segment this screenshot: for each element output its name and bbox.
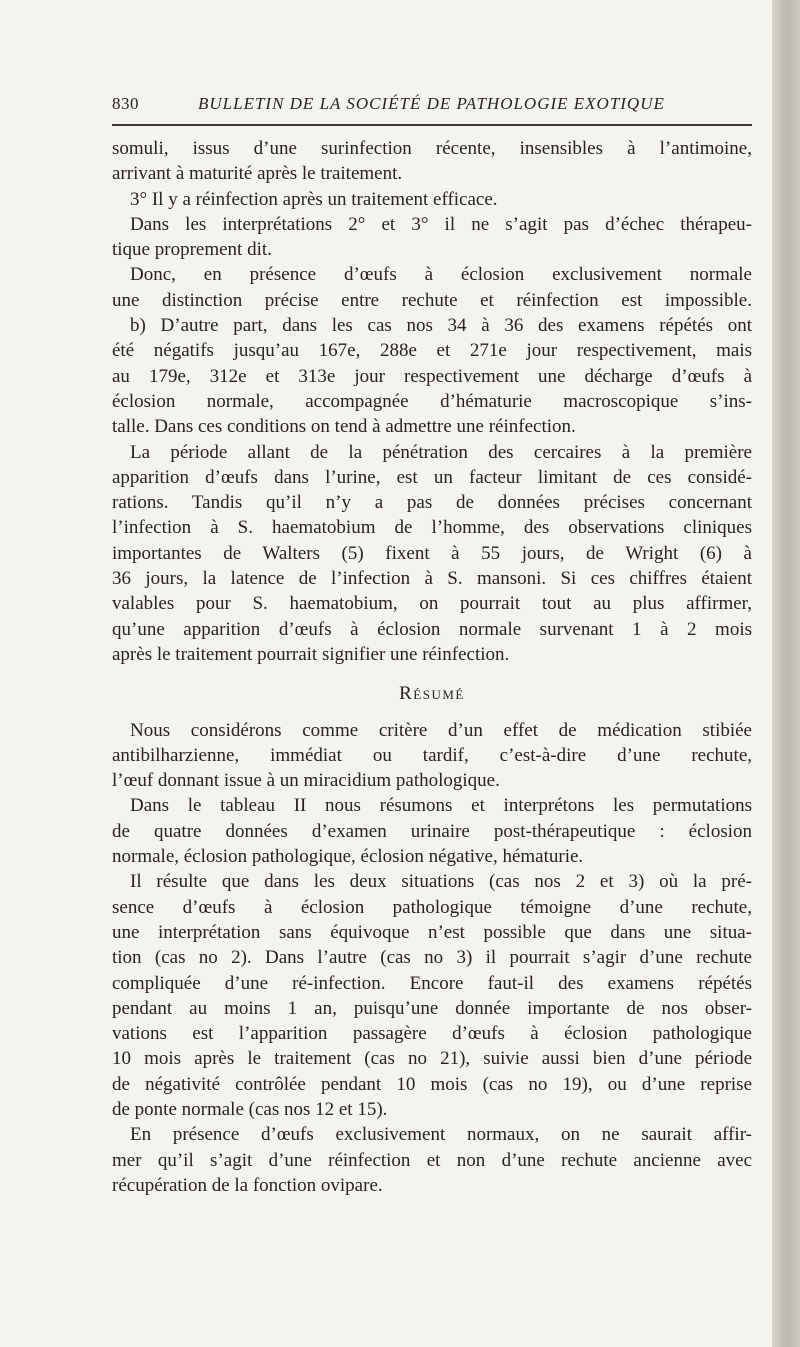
text-line: une distinction précise entre rechute et réinfection est impossible. [112, 289, 752, 311]
text-line: La période allant de la pénétration des cercaires à la première [130, 441, 752, 463]
text-line: Dans le tableau II nous résumons et interprétons les permutations [130, 795, 752, 817]
text-line: valables pour S. haematobium, on pourrait tout au plus affirmer, [112, 593, 752, 615]
text-line: vations est l’apparition passagère d’œufs à éclosion pathologique [112, 1023, 752, 1045]
text-line: talle. Dans ces conditions on tend à admettre une réinfection. [112, 416, 576, 438]
page-header [112, 94, 752, 124]
header-rule [112, 124, 752, 126]
article-body [112, 136, 752, 1198]
text-line: Nous considérons comme critère d’un effet de médication stibiée [130, 719, 752, 741]
text-line: de quatre données d’examen urinaire post-thérapeutique : éclosion [112, 820, 752, 842]
page-number: 830 [112, 94, 139, 113]
text-line: Il résulte que dans les deux situations (cas nos 2 et 3) où la pré- [130, 871, 752, 893]
text-line: pendant au moins 1 an, puisqu’une donnée importante de nos obser- [112, 997, 752, 1019]
text-line: antibilharzienne, immédiat ou tardif, c’est-à-dire d’une rechute, [112, 744, 752, 766]
text-line: mer qu’il s’agit d’une réinfection et non d’une rechute ancienne avec [112, 1149, 752, 1171]
text-line: une interprétation sans équivoque n’est possible que dans une situa- [112, 921, 752, 943]
text-line: compliquée d’une ré-infection. Encore faut-il des examens répétés [112, 972, 752, 994]
text-line: qu’une apparition d’œufs à éclosion normale survenant 1 à 2 mois [112, 618, 752, 640]
text-line: de négativité contrôlée pendant 10 mois (cas no 19), ou d’une reprise [112, 1073, 752, 1095]
text-line: l’infection à S. haematobium de l’homme, des observations cliniques [112, 517, 752, 539]
text-line: tion (cas no 2). Dans l’autre (cas no 3) il pourrait s’agir d’une rechute [112, 947, 752, 969]
text-line: somuli, issus d’une surinfection récente, insensibles à l’antimoine, [112, 138, 752, 159]
text-line: 36 jours, la latence de l’infection à S. mansoni. Si ces chiffres étaient [112, 568, 752, 590]
text-line: b) D’autre part, dans les cas nos 34 à 36 des examens répétés ont [130, 315, 752, 337]
section-title: Résumé [399, 683, 465, 705]
text-line: arrivant à maturité après le traitement. [112, 163, 403, 185]
text-line: été négatifs jusqu’au 167e, 288e et 271e jour respectivement, mais [112, 340, 752, 362]
text-line: apparition d’œufs dans l’urine, est un facteur limitant de ces considé- [112, 466, 752, 488]
text-line: au 179e, 312e et 313e jour respectivement une décharge d’œufs à [112, 365, 752, 387]
text-line: tique proprement dit. [112, 239, 272, 261]
text-line: après le traitement pourrait signifier une réinfection. [112, 643, 510, 665]
text-line: Donc, en présence d’œufs à éclosion exclusivement normale [130, 264, 752, 286]
text-line: éclosion normale, accompagnée d’hématurie macroscopique s’ins- [112, 390, 752, 412]
page-edge-shadow [772, 0, 800, 1347]
text-line: En présence d’œufs exclusivement normaux, on ne saurait affir- [130, 1124, 752, 1146]
text-line: l’œuf donnant issue à un miracidium pathologique. [112, 770, 500, 792]
text-line: sence d’œufs à éclosion pathologique témoigne d’une rechute, [112, 896, 752, 918]
text-line: rations. Tandis qu’il n’y a pas de données précises concernant [112, 492, 752, 514]
text-line: de ponte normale (cas nos 12 et 15). [112, 1098, 388, 1120]
text-line: 3° Il y a réinfection après un traitement efficace. [130, 188, 498, 210]
text-line: 10 mois après le traitement (cas no 21), suivie aussi bien d’une période [112, 1048, 752, 1070]
text-line: normale, éclosion pathologique, éclosion négative, hématurie. [112, 846, 584, 868]
running-title: BULLETIN DE LA SOCIÉTÉ DE PATHOLOGIE EXOTIQUE [198, 94, 665, 113]
text-line: Dans les interprétations 2° et 3° il ne s’agit pas d’échec thérapeu- [130, 213, 752, 235]
text-line: importantes de Walters (5) fixent à 55 jours, de Wright (6) à [112, 542, 752, 564]
text-line: récupération de la fonction ovipare. [112, 1174, 383, 1196]
